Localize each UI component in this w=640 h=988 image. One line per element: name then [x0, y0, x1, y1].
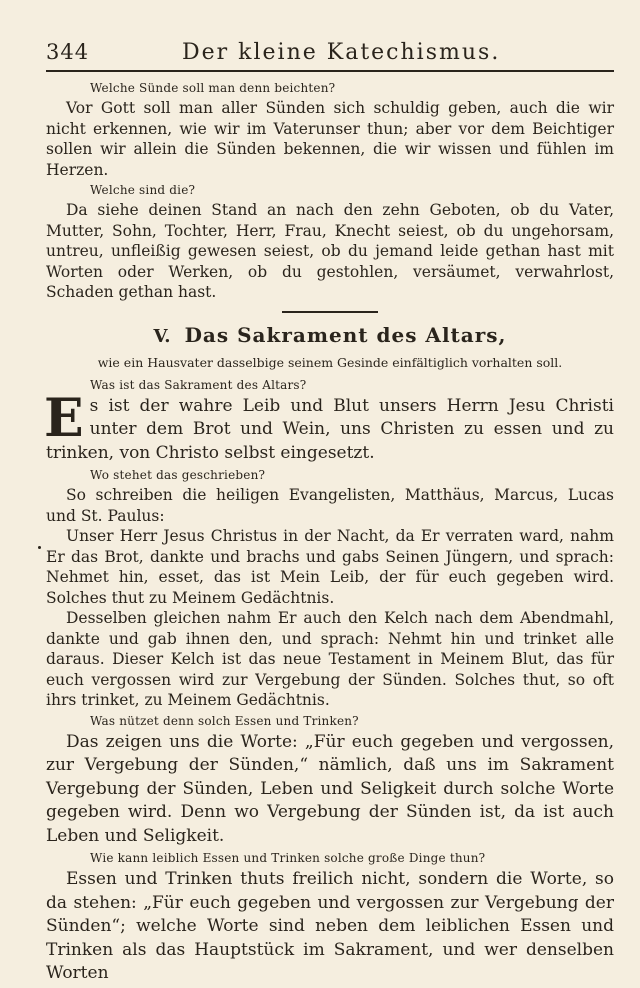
section-divider: [282, 311, 378, 313]
answer-2: Da siehe deinen Stand an nach den zehn Geboten, ob du Vater, Mutter, Sohn, Tochter, Herr, Frau, Knecht seiest, ob du ungehorsam, untreu, unfleißig gewesen seiest, ob du jemand leide gethan hast mit Worten oder Werken, ob du gestohlen, versäumet, verwahrlost, Schaden gethan hast.: [46, 201, 614, 301]
question-5: Was nützet denn solch Essen und Trinken?: [90, 713, 359, 728]
page-header: [46, 36, 614, 68]
question-3: Was ist das Sakrament des Altars?: [90, 377, 307, 392]
section-heading: [46, 323, 614, 347]
answer-4-intro: So schreiben die heiligen Evangelisten, Matthäus, Marcus, Lucas und St. Paulus:: [46, 486, 614, 525]
question-1: Welche Sünde soll man denn beichten?: [90, 81, 336, 95]
question-4: Wo stehet das geschrieben?: [90, 468, 266, 482]
page-number: 344: [46, 40, 90, 64]
margin-speck: [38, 546, 41, 549]
answer-5: Das zeigen uns die Worte: „Für euch gegeben und vergossen, zur Vergebung der Sünden,“ nämlich, daß uns im Sakrament Vergebung der Sünden, Leben und Seligkeit durch solche Worte gegeben wird. Denn wo Vergebung der Sünden ist, da ist auch Leben und Seligkeit.: [46, 731, 614, 846]
answer-3-text: s ist der wahre Leib und Blut unsers Herrn Jesu Christi unter dem Brot und Wein, uns Christen zu essen und zu trinken, von Christo selbst eingesetzt.: [46, 395, 614, 463]
answer-4-cup: Desselben gleichen nahm Er auch den Kelch nach dem Abendmahl, dankte und gab ihnen den, und sprach: Nehmt hin und trinket alle daraus. Dieser Kelch ist das neue Testament in Meinem Blut, das für euch vergossen wird zur Vergebung der Sünden. Solches thut, so oft ihrs trinket, zu Meinem Gedächtnis.: [46, 609, 614, 709]
drop-cap: E: [44, 387, 84, 449]
answer-1: Vor Gott soll man aller Sünden sich schuldig geben, auch die wir nicht erkennen, wie wir im Vaterunser thun; aber vor dem Beichtiger sollen wir allein die Sünden bekennen, die wir wissen und fühlen im Herzen.: [46, 99, 614, 179]
section-title: Das Sakrament des Altars,: [184, 322, 507, 347]
question-6: Wie kann leiblich Essen und Trinken solche große Dinge thun?: [90, 851, 486, 865]
answer-6: Essen und Trinken thuts freilich nicht, sondern die Worte, so da stehen: „Für euch gegeben und vergossen zur Vergebung der Sünden“; welche Worte sind neben dem leiblichen Essen und Trinken als das Hauptstück im Sakrament, und wer denselben Worten: [46, 869, 614, 983]
running-title: Der kleine Katechismus.: [182, 40, 501, 65]
header-rule: [46, 70, 614, 72]
page-body: [46, 78, 614, 986]
section-subtitle: wie ein Hausvater dasselbige seinem Gesinde einfältiglich vorhalten soll.: [97, 354, 563, 370]
question-2: Welche sind die?: [90, 183, 196, 197]
section-number: V.: [153, 325, 171, 347]
answer-3: [44, 387, 614, 466]
answer-4-bread: Unser Herr Jesus Christus in der Nacht, da Er verraten ward, nahm Er das Brot, dankte und brachs und gabs Seinen Jüngern, und sprach: Nehmet hin, esset, das ist Mein Leib, der für euch gegeben wird. Solches thut zu Meinem Gedächtnis.: [46, 527, 614, 607]
